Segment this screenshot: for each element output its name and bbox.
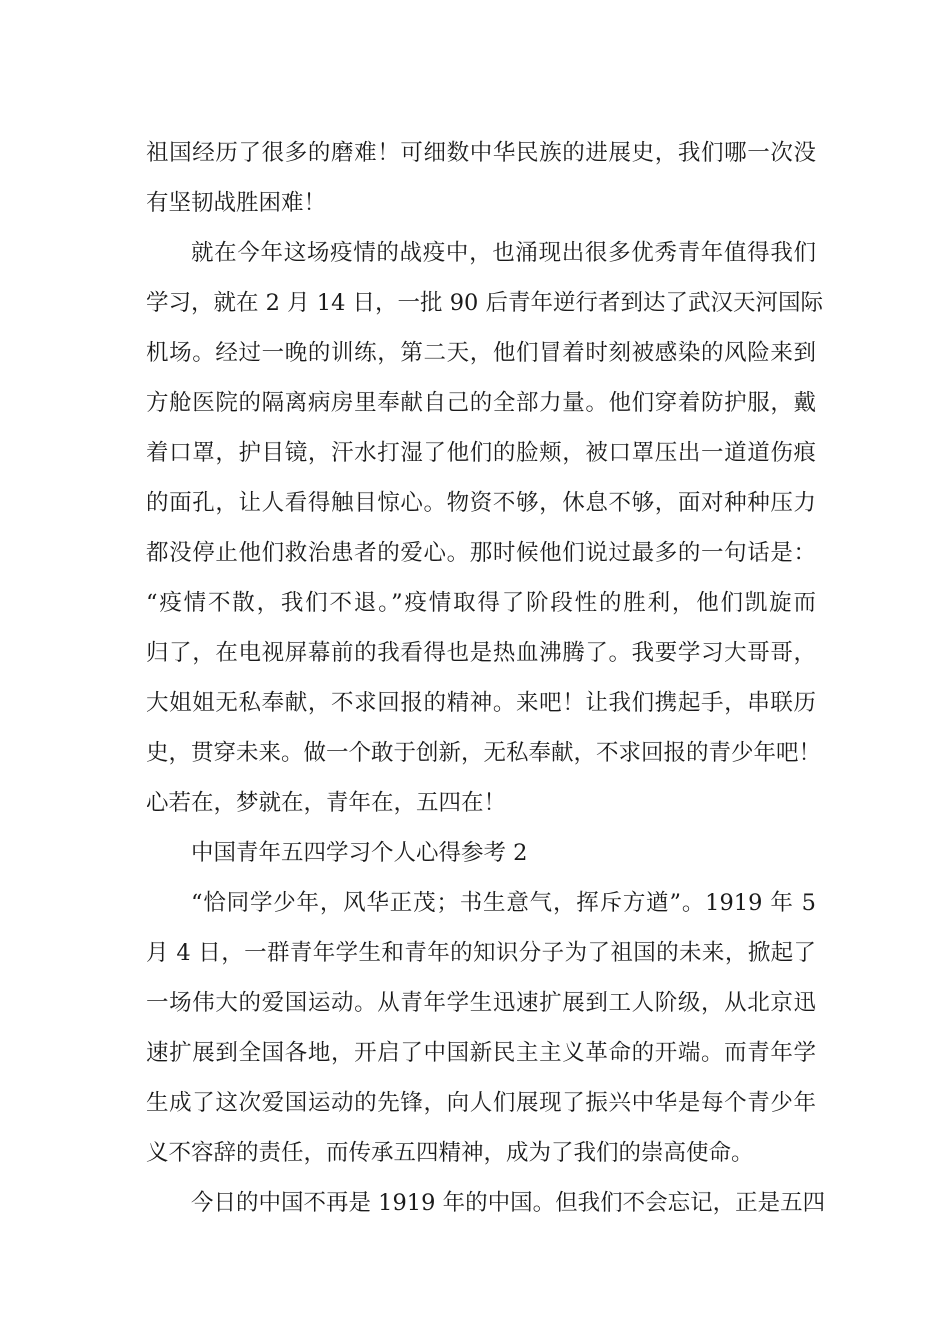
- section-heading: 中国青年五四学习个人心得参考 2: [191, 840, 528, 866]
- document-body: [146, 128, 826, 1228]
- text-line: 心若在，梦就在，青年在，五四在！: [146, 790, 507, 816]
- text-line: 速扩展到全国各地，开启了中国新民主主义革命的开端。而青年学: [146, 1040, 816, 1066]
- text-line: 大姐姐无私奉献，不求回报的精神。来吧！让我们携起手，串联历: [146, 690, 816, 716]
- text-line: 着口罩，护目镜，汗水打湿了他们的脸颊，被口罩压出一道道伤痕: [146, 440, 816, 466]
- text-line: 一场伟大的爱国运动。从青年学生迅速扩展到工人阶级，从北京迅: [146, 990, 816, 1016]
- text-line: 有坚韧战胜困难！: [146, 190, 327, 216]
- text-line: 生成了这次爱国运动的先锋，向人们展现了振兴中华是每个青少年: [146, 1090, 816, 1116]
- text-line: 学习，就在 2 月 14 日，一批 90 后青年逆行者到达了武汉天河国际: [146, 290, 823, 316]
- text-line: 今日的中国不再是 1919 年的中国。但我们不会忘记，正是五四: [191, 1190, 826, 1216]
- text-line: 方舱医院的隔离病房里奉献自己的全部力量。他们穿着防护服，戴: [146, 390, 816, 416]
- text-line: 史，贯穿未来。做一个敢于创新，无私奉献，不求回报的青少年吧！: [146, 740, 822, 766]
- text-line: 祖国经历了很多的磨难！可细数中华民族的进展史，我们哪一次没: [146, 140, 816, 166]
- text-line: “恰同学少年，风华正茂；书生意气，挥斥方遒”。1919 年 5: [191, 890, 816, 916]
- text-line: 机场。经过一晚的训练，第二天，他们冒着时刻被感染的风险来到: [146, 340, 816, 366]
- text-line: 月 4 日，一群青年学生和青年的知识分子为了祖国的未来，掀起了: [146, 940, 816, 966]
- text-line: 义不容辞的责任，而传承五四精神，成为了我们的崇高使命。: [146, 1140, 754, 1166]
- text-line: “疫情不散，我们不退。”疫情取得了阶段性的胜利，他们凯旋而: [146, 590, 816, 616]
- text-line: 都没停止他们救治患者的爱心。那时候他们说过最多的一句话是：: [146, 540, 816, 566]
- text-line: 的面孔，让人看得触目惊心。物资不够，休息不够，面对种种压力: [146, 490, 816, 516]
- text-line: 归了，在电视屏幕前的我看得也是热血沸腾了。我要学习大哥哥，: [146, 640, 816, 666]
- text-line: 就在今年这场疫情的战疫中，也涌现出很多优秀青年值得我们: [191, 240, 816, 266]
